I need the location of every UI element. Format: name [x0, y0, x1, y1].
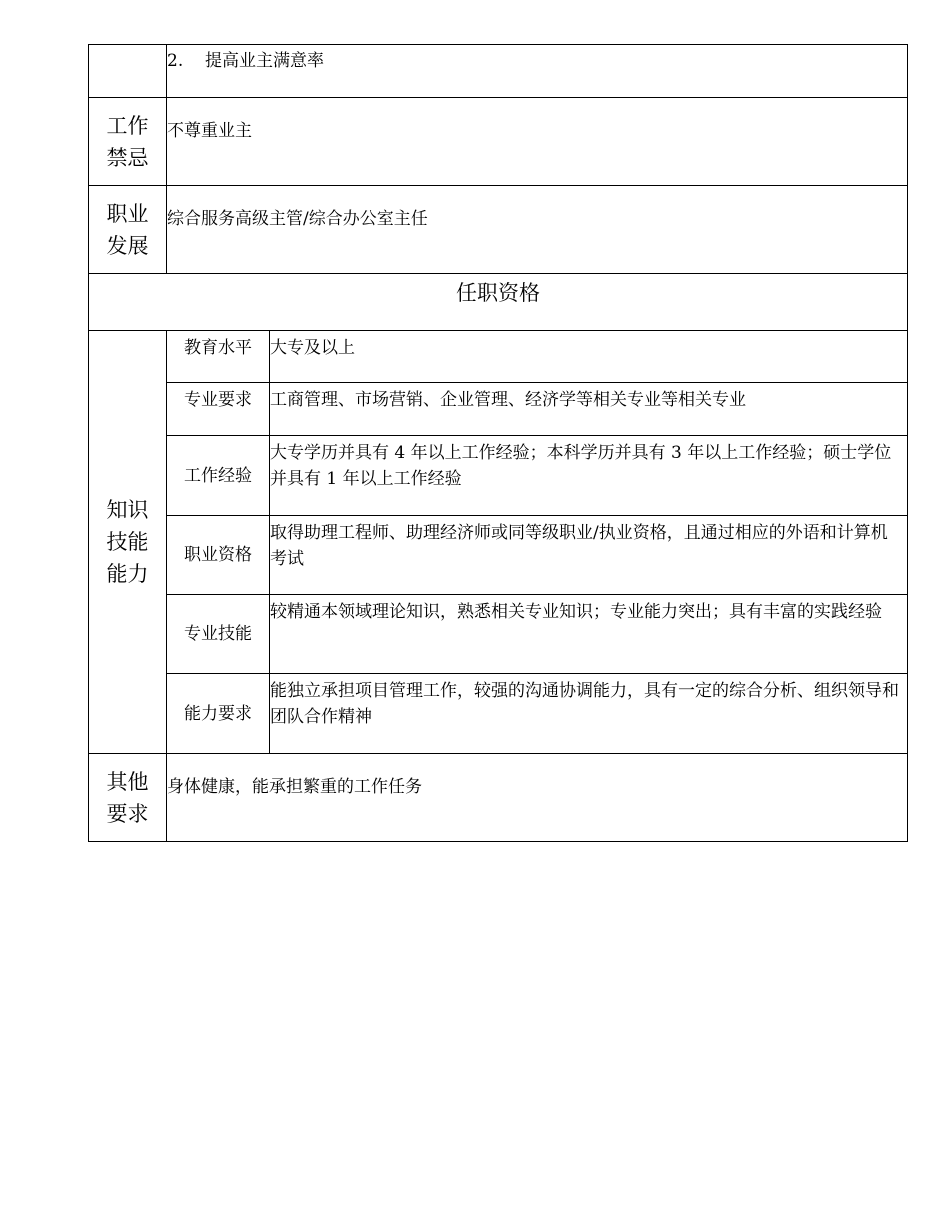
qualification-row [89, 516, 908, 595]
qualification-value: 工商管理、市场营销、企业管理、经济学等相关专业等相关专业 [270, 383, 908, 436]
section-header-row [89, 274, 908, 331]
qualification-row [89, 436, 908, 516]
responsibility-item [167, 45, 908, 98]
empty-label-cell [89, 45, 167, 98]
qualification-label: 工作经验 [167, 436, 270, 516]
career-label: 职业发展 [89, 186, 167, 274]
taboo-row [89, 98, 908, 186]
qualification-value: 取得助理工程师、助理经济师或同等级职业/执业资格，且通过相应的外语和计算机考试 [270, 516, 908, 595]
other-requirements-row [89, 754, 908, 842]
other-value: 身体健康，能承担繁重的工作任务 [167, 754, 908, 842]
item-text: 提高业主满意率 [205, 51, 324, 71]
qualification-value: 能独立承担项目管理工作，较强的沟通协调能力，具有一定的综合分析、组织领导和团队合作精神 [270, 674, 908, 754]
qualification-row [89, 383, 908, 436]
section-title: 任职资格 [89, 274, 908, 331]
qualification-value: 大专学历并具有 4 年以上工作经验；本科学历并具有 3 年以上工作经验；硕士学位并具有 1 年以上工作经验 [270, 436, 908, 516]
knowledge-skills-label: 知识技能能力 [89, 331, 167, 754]
qualification-label: 能力要求 [167, 674, 270, 754]
item-number: 2. [167, 51, 184, 71]
career-value: 综合服务高级主管/综合办公室主任 [167, 186, 908, 274]
qualification-label: 职业资格 [167, 516, 270, 595]
career-row [89, 186, 908, 274]
qualification-value: 大专及以上 [270, 331, 908, 383]
taboo-value: 不尊重业主 [167, 98, 908, 186]
job-description-table [88, 44, 908, 842]
qualification-label: 专业要求 [167, 383, 270, 436]
qualification-row [89, 674, 908, 754]
qualification-label: 教育水平 [167, 331, 270, 383]
qualification-label: 专业技能 [167, 595, 270, 674]
qualification-value: 较精通本领域理论知识，熟悉相关专业知识；专业能力突出；具有丰富的实践经验 [270, 595, 908, 674]
taboo-label: 工作禁忌 [89, 98, 167, 186]
qualification-row [89, 595, 908, 674]
responsibility-continued-row [89, 45, 908, 98]
other-label: 其他要求 [89, 754, 167, 842]
qualification-row [89, 331, 908, 383]
